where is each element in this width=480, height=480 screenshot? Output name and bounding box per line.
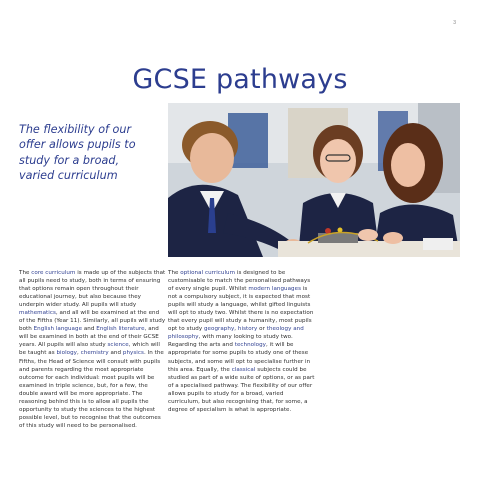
optional-curriculum-text — [168, 269, 315, 414]
body-text-run: subjects could be studied as part of a wide suite of options, or as part of a specialised pathway. The flexibility of our offer allows pupils to study for a broad, varied curriculum, but also recognising that, for some, a degree of specialism is what is appropriate. — [168, 366, 315, 413]
body-text-run: and — [82, 326, 97, 333]
students-science-lab-photo — [168, 103, 460, 257]
subject-link: science — [107, 342, 129, 349]
body-text-run: , and all will be examined at the end of the Fifths (Year 11). Similarly, all pupils will study both — [19, 310, 166, 333]
subject-link: modern languages — [248, 286, 302, 293]
photo-illustration — [168, 103, 460, 257]
body-text-run: is designed to be customisable to match the personalised pathways of every single pupil. Whilst — [168, 270, 311, 293]
body-text-run: The — [168, 270, 181, 276]
subject-link: English language — [33, 326, 83, 333]
body-text-run: . In the Fifths, the Head of Science will consult with pupils and parents regarding the most appropriate outcome for each individual: most pupils will be examined in triple science, but, for a few, the double award will be more appropriate. The reasoning behind this is to allow all pupils the opportunity to study the sciences to the highest possible level, but to recognise that the outcomes of this study will need to be personalised. — [19, 350, 164, 429]
subject-link: technology — [234, 342, 267, 349]
core-curriculum-text — [19, 269, 166, 430]
body-text-run: and — [108, 350, 123, 357]
subject-link: theology and philosophy — [168, 326, 304, 341]
body-text-run: , — [77, 350, 81, 357]
subject-link: physics — [122, 350, 144, 357]
body-text-run: The — [19, 270, 32, 276]
subject-link: English literature — [96, 326, 145, 333]
body-text-run: , it will be appropriate for some pupils to study one of these subjects, and some will opt to specialise further in this area. Equally, the — [168, 342, 311, 373]
body-text-run: is made up of the subjects that all pupils need to study, both in terms of ensuring that options remain open throughout their educational journey, but also because they underpin wider study. All pupils will study — [19, 270, 166, 309]
page-title: GCSE pathways — [132, 64, 348, 96]
subject-link: core curriculum — [31, 270, 76, 276]
subject-link: geography — [203, 326, 235, 333]
body-text-run: or — [257, 326, 267, 333]
subject-link: history — [237, 326, 258, 333]
subject-link: classical — [231, 366, 256, 373]
body-text-run: , — [234, 326, 238, 333]
subject-link: mathematics — [19, 310, 56, 317]
body-text-run: is not a compulsory subject, it is expected that most pupils will study a language, whilst gifted linguists will opt to study two. Whilst there is no expectation that every pupil will study a humanity, most pupils opt to study — [168, 286, 314, 333]
body-text-run: , with many looking to study two. Regarding the arts and — [168, 334, 293, 349]
body-text-run: , and will be examined in both at the end of their GCSE years. All pupils will also study — [19, 326, 159, 349]
intro-quote: The flexibility of our offer allows pupils to study for a broad, varied curriculum — [19, 123, 136, 182]
subject-link: optional curriculum — [180, 270, 236, 276]
subject-link: biology — [56, 350, 78, 357]
body-text-run: , which will be taught as — [19, 342, 160, 357]
subject-link: chemistry — [80, 350, 109, 357]
page-number: 3 — [453, 20, 456, 26]
